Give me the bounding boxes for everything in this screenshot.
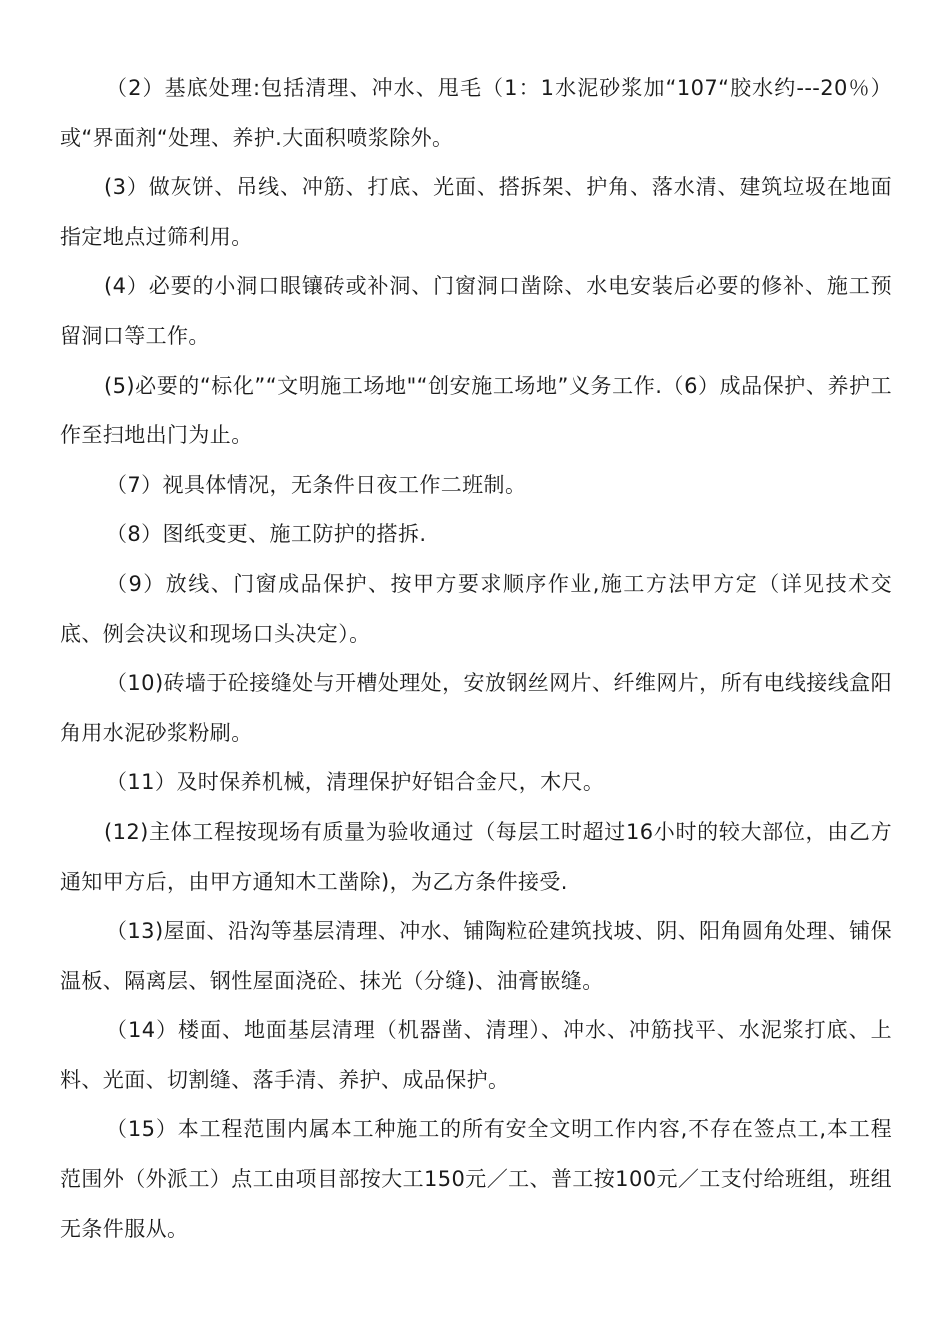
paragraph-3: (3）做灰饼、吊线、冲筋、打底、光面、搭拆架、护角、落水清、建筑垃圾在地面指定地点过筛利用。 bbox=[60, 175, 892, 249]
paragraph-12: (12)主体工程按现场有质量为验收通过（每层工时超过16小时的较大部位，由乙方通知甲方后，由甲方通知木工凿除)，为乙方条件接受. bbox=[60, 819, 892, 894]
document-body bbox=[60, 64, 892, 1254]
paragraph-14: （14）楼面、地面基层清理（机器凿、清理）、冲水、冲筋找平、水泥浆打底、上料、光面、切割缝、落手清、养护、成品保护。 bbox=[60, 1018, 892, 1092]
paragraph-7: （7）视具体情况，无条件日夜工作二班制。 bbox=[106, 472, 527, 497]
paragraph-13: （13)屋面、沿沟等基层清理、冲水、铺陶粒砼建筑找坡、阴、阳角圆角处理、铺保温板、隔离层、钢性屋面浇砼、抹光（分缝)、油膏嵌缝。 bbox=[60, 919, 892, 993]
paragraph-11: （11）及时保养机械，清理保护好铝合金尺，木尺。 bbox=[106, 770, 605, 795]
paragraph-10: （10)砖墙于砼接缝处与开槽处理处，安放钢丝网片、纤维网片，所有电线接线盒阳角用水泥砂浆粉刷。 bbox=[60, 671, 892, 745]
paragraph-15: （15）本工程范围内属本工种施工的所有安全文明工作内容,不存在签点工,本工程范围外（外派工）点工由项目部按大工150元／工、普工按100元／工支付给班组，班组无条件服从。 bbox=[60, 1117, 892, 1241]
paragraph-9: （9）放线、门窗成品保护、按甲方要求顺序作业,施工方法甲方定（详见技术交底、例会决议和现场口头决定）。 bbox=[60, 571, 892, 646]
paragraph-8: （8）图纸变更、施工防护的搭拆. bbox=[106, 522, 427, 547]
paragraph-2: （2）基底处理:包括清理、冲水、甩毛（1：1水泥砂浆加“107“胶水约---20％）或“界面剂“处理、养护.大面积喷浆除外。 bbox=[60, 76, 892, 150]
paragraph-5-6: (5)必要的“标化”“文明施工场地"“创安施工场地”义务工作.（6）成品保护、养护工作至扫地出门为止。 bbox=[60, 373, 892, 448]
paragraph-4: (4）必要的小洞口眼镶砖或补洞、门窗洞口凿除、水电安装后必要的修补、施工预留洞口等工作。 bbox=[60, 274, 892, 348]
